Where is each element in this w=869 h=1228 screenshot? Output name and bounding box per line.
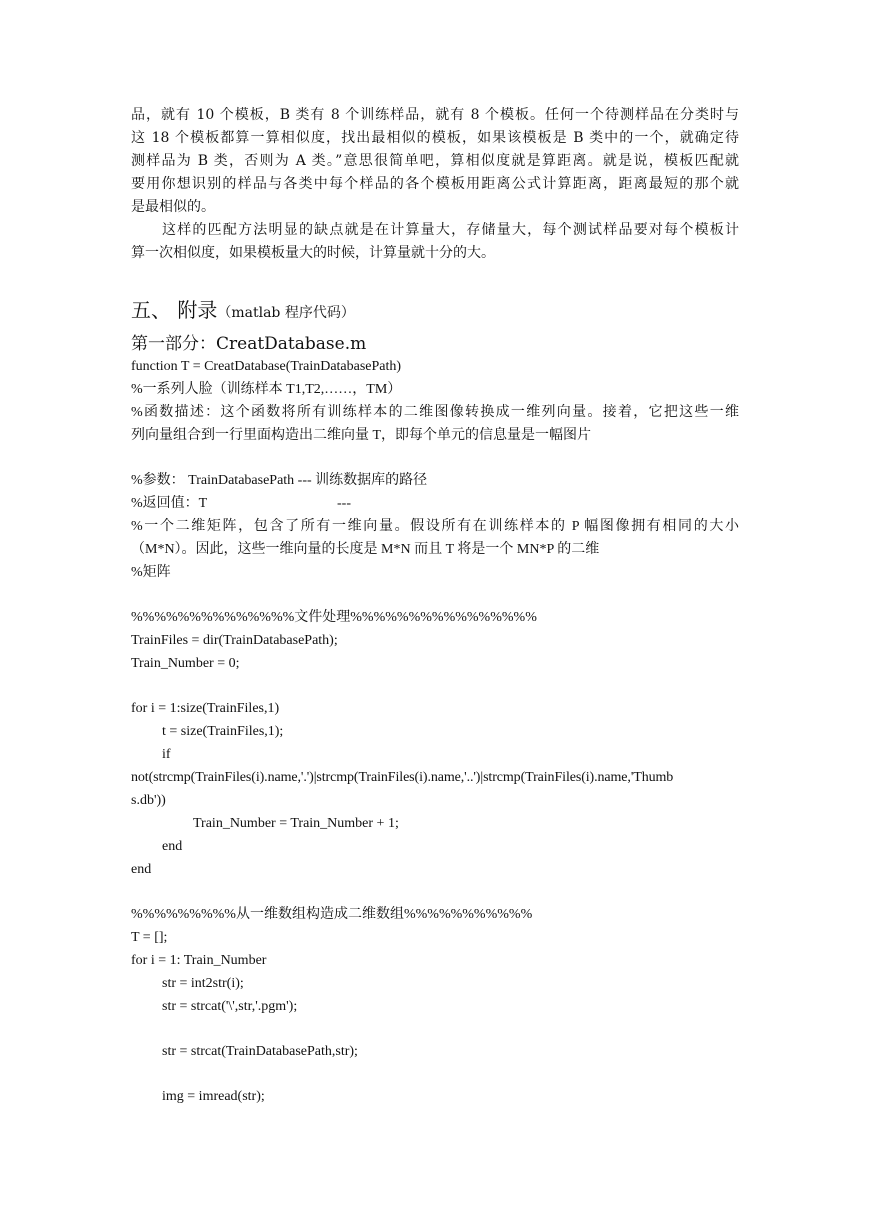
code-comment: %返回值：T xyxy=(131,496,208,511)
code-line: str = strcat('\',str,'.pgm'); xyxy=(162,999,298,1014)
paragraph-line: 这 18 个模板都算一算相似度，找出最相似的模板，如果该模板是 B 类中的一个，就确定待 xyxy=(131,130,739,146)
code-line: end xyxy=(162,839,183,854)
paragraph-line: 这样的匹配方法明显的缺点就是在计算量大，存储量大，每个测试样品要对每个模板计 xyxy=(162,222,739,238)
code-comment: %矩阵 xyxy=(131,565,171,580)
paragraph-line: 品，就有 10 个模板，B 类有 8 个训练样品，就有 8 个模板。任何一个待测样品在分类时与 xyxy=(131,107,739,123)
paragraph-line: 测样品为 B 类，否则为 A 类。”意思很简单吧，算相似度就是算距离。就是说，模板匹配就 xyxy=(131,153,739,169)
code-comment: （M*N）。因此，这些一维向量的长度是 M*N 而且 T 将是一个 MN*P 的二维 xyxy=(131,542,600,557)
code-line: not(strcmp(TrainFiles(i).name,'.')|strcmp(TrainFiles(i).name,'..')|strcmp(TrainFiles(i).name,'Thumb xyxy=(131,770,674,785)
section-subtitle: （matlab 程序代码） xyxy=(217,305,355,321)
code-line: for i = 1: Train_Number xyxy=(131,953,267,968)
code-comment: %%%%%%%%%%%%%%文件处理%%%%%%%%%%%%%%%% xyxy=(131,610,537,625)
code-line: img = imread(str); xyxy=(162,1089,265,1104)
code-line: s.db')) xyxy=(131,793,166,808)
part-title: 第一部分：CreatDatabase.m xyxy=(131,334,367,354)
code-comment: %一个二维矩阵，包含了所有一维向量。假设所有在训练样本的 P 幅图像拥有相同的大小 xyxy=(131,519,739,534)
code-line: t = size(TrainFiles,1); xyxy=(162,724,284,739)
code-line: Train_Number = Train_Number + 1; xyxy=(193,816,399,831)
code-comment: %参数： TrainDatabasePath --- 训练数据库的路径 xyxy=(131,473,428,488)
code-line: end xyxy=(131,862,152,877)
code-line: str = int2str(i); xyxy=(162,976,244,991)
paragraph-line: 是最相似的。 xyxy=(131,199,215,215)
code-line: TrainFiles = dir(TrainDatabasePath); xyxy=(131,633,338,648)
code-comment: %一系列人脸（训练样本 T1,T2,……，TM） xyxy=(131,382,402,397)
code-line: function T = CreatDatabase(TrainDatabasePath) xyxy=(131,359,402,374)
code-line: T = []; xyxy=(131,930,168,945)
code-comment: %%%%%%%%%从一维数组构造成二维数组%%%%%%%%%%% xyxy=(131,907,533,922)
section-heading xyxy=(131,298,355,325)
code-line: if xyxy=(162,747,171,762)
section-title: 附录 xyxy=(177,298,218,322)
code-line: str = strcat(TrainDatabasePath,str); xyxy=(162,1044,358,1059)
code-comment: %函数描述：这个函数将所有训练样本的二维图像转换成一维列向量。接着，它把这些一维 xyxy=(131,405,739,420)
paragraph-line: 要用你想识别的样品与各类中每个样品的各个模板用距离公式计算距离，距离最短的那个就 xyxy=(131,176,739,192)
code-line: Train_Number = 0; xyxy=(131,656,240,671)
code-comment-dash: --- xyxy=(337,496,351,511)
paragraph-line: 算一次相似度，如果模板量大的时候，计算量就十分的大。 xyxy=(131,245,495,261)
code-comment: 列向量组合到一行里面构造出二维向量 T，即每个单元的信息量是一幅图片 xyxy=(131,428,592,443)
section-number: 五、 xyxy=(131,298,171,322)
code-line: for i = 1:size(TrainFiles,1) xyxy=(131,701,280,716)
